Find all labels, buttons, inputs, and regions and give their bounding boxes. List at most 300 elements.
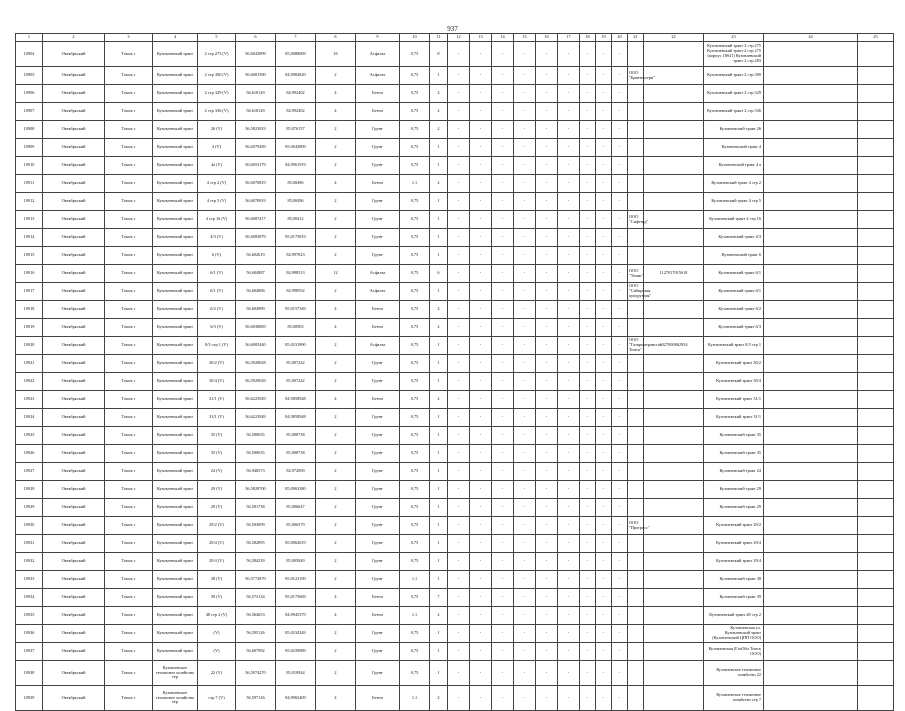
cell-dash: - (596, 265, 612, 283)
cell-organization (628, 175, 644, 193)
cell-area: 1,1 (400, 571, 430, 589)
cell-empty (858, 445, 894, 463)
cell-surface: Бетон (356, 391, 400, 409)
cell-empty (764, 517, 858, 535)
cell-dash: - (558, 301, 580, 319)
page-number: 937 (447, 25, 458, 33)
cell-dash: - (492, 139, 514, 157)
cell-count: 12 (316, 265, 356, 283)
cell-dash: - (514, 463, 536, 481)
cell-empty (764, 625, 858, 643)
cell-count: 16 (316, 42, 356, 67)
cell-containers: 1 (430, 463, 448, 481)
cell-organization (628, 247, 644, 265)
cell-dash: - (448, 175, 470, 193)
cell-city: Томск г (105, 157, 153, 175)
cell-dash: - (514, 247, 536, 265)
cell-area: 0,75 (400, 139, 430, 157)
cell-organization (628, 463, 644, 481)
cell-surface: Асфальт (356, 265, 400, 283)
cell-organization: ООО "Прогресс" (628, 517, 644, 535)
cell-dash: - (514, 535, 536, 553)
cell-address: Кузовлевский тракт 2 стр 336 (704, 103, 764, 121)
cell-dash: - (470, 391, 492, 409)
cell-containers: 1 (430, 499, 448, 517)
cell-surface: Бетон (356, 589, 400, 607)
cell-dash: - (596, 42, 612, 67)
cell-lon: 84,9965409 (276, 686, 316, 711)
cell-inn (644, 427, 704, 445)
cell-dash: - (596, 283, 612, 301)
cell-containers: 2 (430, 103, 448, 121)
cell-dash: - (558, 67, 580, 85)
cell-city: Томск г (105, 247, 153, 265)
cell-dash: - (514, 175, 536, 193)
table-row (16, 499, 894, 517)
cell-dash: - (558, 319, 580, 337)
cell-id: 10904 (16, 42, 43, 67)
cell-dash: - (514, 265, 536, 283)
cell-city: Томск г (105, 103, 153, 121)
cell-dash: - (536, 571, 558, 589)
cell-id: 10938 (16, 661, 43, 686)
cell-lat: 56,583899 (236, 517, 276, 535)
cell-count: 2 (316, 193, 356, 211)
cell-surface: Бетон (356, 301, 400, 319)
cell-house: 29/4 (V) (198, 535, 236, 553)
column-header: 23 (704, 34, 764, 42)
cell-dash: - (448, 391, 470, 409)
cell-containers: 2 (430, 121, 448, 139)
cell-street: Кузовлевский тракт (153, 607, 198, 625)
cell-inn (644, 535, 704, 553)
cell-house: 4 (V) (198, 139, 236, 157)
cell-address: Кузовлевское тепличное хозяйство 22 (704, 661, 764, 686)
table-row (16, 517, 894, 535)
cell-dash: - (492, 67, 514, 85)
cell-surface: Бетон (356, 686, 400, 711)
cell-dash: - (580, 355, 596, 373)
cell-inn (644, 373, 704, 391)
cell-lon: 85,008738 (276, 445, 316, 463)
cell-lon: 85,0175669 (276, 589, 316, 607)
cell-empty (764, 229, 858, 247)
cell-dash: - (470, 409, 492, 427)
cell-dash: - (580, 319, 596, 337)
cell-dash: - (580, 463, 596, 481)
cell-dash: - (448, 301, 470, 319)
cell-dash: - (514, 427, 536, 445)
cell-street: Кузовлевский тракт (153, 337, 198, 355)
cell-lat: 56,584239 (236, 553, 276, 571)
cell-empty (764, 355, 858, 373)
cell-count: 2 (316, 355, 356, 373)
cell-street: Кузовлевский тракт (153, 445, 198, 463)
cell-id: 10924 (16, 409, 43, 427)
cell-street: Кузовлевский тракт (153, 121, 198, 139)
cell-house: 31/1 (V) (198, 409, 236, 427)
cell-area: 0,75 (400, 301, 430, 319)
column-header: 6 (236, 34, 276, 42)
cell-dash: - (580, 535, 596, 553)
cell-dash: - (612, 499, 628, 517)
cell-address: Кузовлевский тракт 8/3 стр 1 (704, 337, 764, 355)
cell-empty (858, 139, 894, 157)
cell-city: Томск г (105, 175, 153, 193)
cell-dash: - (492, 445, 514, 463)
cell-containers: 1 (430, 355, 448, 373)
cell-inn (644, 391, 704, 409)
cell-id: 10918 (16, 301, 43, 319)
cell-surface: Грунт (356, 121, 400, 139)
table-row (16, 301, 894, 319)
cell-district: Октябрьский (43, 229, 105, 247)
cell-address: Кузовлевский тракт 26 (704, 121, 764, 139)
cell-surface: Грунт (356, 499, 400, 517)
cell-street: Кузовлевский тракт (153, 373, 198, 391)
cell-dash: - (514, 337, 536, 355)
cell-empty (858, 661, 894, 686)
cell-empty (858, 643, 894, 661)
cell-dash: - (514, 85, 536, 103)
cell-id: 10915 (16, 247, 43, 265)
cell-dash: - (536, 157, 558, 175)
cell-city: Томск г (105, 229, 153, 247)
cell-dash: - (492, 355, 514, 373)
cell-id: 10930 (16, 517, 43, 535)
cell-dash: - (596, 535, 612, 553)
cell-dash: - (514, 67, 536, 85)
cell-address: Кузовлевский тракт 35 (704, 427, 764, 445)
cell-district: Октябрьский (43, 247, 105, 265)
table-row (16, 247, 894, 265)
cell-street: Кузовлевский тракт (153, 571, 198, 589)
cell-dash: - (492, 301, 514, 319)
cell-containers: 1 (430, 481, 448, 499)
cell-empty (858, 517, 894, 535)
cell-address: Кузовлевский тракт 2 стр 275 Кузовлевский тракт 2 стр 275 (корпус 18б41) Кузовлевский тракт 2 стр 283 (704, 42, 764, 67)
register-table (15, 33, 894, 711)
cell-dash: - (596, 247, 612, 265)
cell-street: Кузовлевский тракт (153, 535, 198, 553)
cell-lon: 85,0063380 (276, 481, 316, 499)
cell-dash: - (470, 686, 492, 711)
cell-dash: - (558, 463, 580, 481)
cell-dash: - (536, 643, 558, 661)
cell-address: Кузовлевский тракт 2 стр 300 (704, 67, 764, 85)
cell-address: Кузовлевская ул. Кузовлевский тракт (Кузовлевский ЦПП ООО) (704, 625, 764, 643)
cell-dash: - (612, 283, 628, 301)
cell-lat: 56,6079289 (236, 139, 276, 157)
cell-street: Кузовлевский тракт (153, 265, 198, 283)
cell-area: 0,75 (400, 499, 430, 517)
cell-id: 10907 (16, 103, 43, 121)
cell-count: 2 (316, 463, 356, 481)
cell-empty (764, 301, 858, 319)
cell-count: 2 (316, 157, 356, 175)
cell-address: Кузовлевский тракт 4 (704, 139, 764, 157)
cell-empty (858, 686, 894, 711)
cell-empty (858, 301, 894, 319)
cell-count: 2 (316, 553, 356, 571)
cell-dash: - (514, 229, 536, 247)
cell-house: 6/1 (V) (198, 265, 236, 283)
cell-dash: - (558, 427, 580, 445)
cell-organization (628, 589, 644, 607)
table-row (16, 686, 894, 711)
cell-dash: - (612, 589, 628, 607)
column-header: 8 (316, 34, 356, 42)
cell-dash: - (580, 409, 596, 427)
cell-house: 29 (V) (198, 481, 236, 499)
cell-dash: - (536, 67, 558, 85)
cell-surface: Грунт (356, 517, 400, 535)
cell-house: 31/1 (V) (198, 391, 236, 409)
cell-dash: - (514, 121, 536, 139)
column-header: 7 (276, 34, 316, 42)
cell-count: 2 (316, 445, 356, 463)
cell-area: 0,75 (400, 445, 430, 463)
cell-empty (764, 103, 858, 121)
cell-dash: - (596, 301, 612, 319)
cell-house: 29 (V) (198, 499, 236, 517)
cell-house: 2 стр 300 (V) (198, 67, 236, 85)
cell-district: Октябрьский (43, 67, 105, 85)
cell-dash: - (612, 103, 628, 121)
cell-city: Томск г (105, 661, 153, 686)
cell-street: Кузовлевский тракт (153, 553, 198, 571)
cell-house: 22 (V) (198, 661, 236, 686)
cell-address: Кузовлевский тракт 6 (704, 247, 764, 265)
cell-dash: - (470, 625, 492, 643)
cell-surface: Грунт (356, 211, 400, 229)
cell-count: 4 (316, 103, 356, 121)
cell-count: 2 (316, 427, 356, 445)
cell-organization (628, 661, 644, 686)
cell-lat: 56,580635 (236, 445, 276, 463)
cell-containers: 8 (430, 42, 448, 67)
cell-house: 38 (V) (198, 571, 236, 589)
cell-dash: - (492, 42, 514, 67)
cell-district: Октябрьский (43, 85, 105, 103)
cell-city: Томск г (105, 355, 153, 373)
cell-dash: - (612, 643, 628, 661)
cell-empty (764, 42, 858, 67)
cell-dash: - (580, 103, 596, 121)
cell-area: 0,75 (400, 337, 430, 355)
cell-dash: - (448, 589, 470, 607)
cell-area: 0,75 (400, 409, 430, 427)
cell-dash: - (612, 265, 628, 283)
cell-dash: - (536, 481, 558, 499)
cell-house: 2 стр 275 (V) (198, 42, 236, 67)
cell-count: 4 (316, 85, 356, 103)
cell-dash: - (492, 211, 514, 229)
cell-dash: - (558, 571, 580, 589)
cell-street: Кузовлевское тепличное хозяйство тер (153, 686, 198, 711)
cell-count: 2 (316, 121, 356, 139)
cell-organization (628, 121, 644, 139)
cell-dash: - (596, 373, 612, 391)
cell-dash: - (448, 283, 470, 301)
cell-organization: ООО "Сифтвуд" (628, 211, 644, 229)
cell-dash: - (492, 229, 514, 247)
cell-containers: 1 (430, 625, 448, 643)
cell-dash: - (558, 283, 580, 301)
cell-house: (V) (198, 625, 236, 643)
cell-count: 2 (316, 643, 356, 661)
cell-dash: - (596, 229, 612, 247)
cell-organization: ООО "Газпромтрансгаз Томск" (628, 337, 644, 355)
cell-dash: - (536, 535, 558, 553)
cell-lat: 56,6223949 (236, 409, 276, 427)
cell-area: 0,75 (400, 121, 430, 139)
cell-dash: - (596, 409, 612, 427)
cell-empty (764, 157, 858, 175)
cell-dash: - (536, 319, 558, 337)
cell-containers: 2 (430, 319, 448, 337)
cell-organization (628, 229, 644, 247)
cell-dash: - (558, 445, 580, 463)
cell-dash: - (448, 463, 470, 481)
cell-district: Октябрьский (43, 445, 105, 463)
cell-house: 4 стр 2 (V) (198, 175, 236, 193)
cell-lat: 56,582895 (236, 535, 276, 553)
cell-house: стр 7 (V) (198, 686, 236, 711)
cell-containers: 1 (430, 229, 448, 247)
cell-inn (644, 409, 704, 427)
cell-lat: 56,5823819 (236, 121, 276, 139)
cell-city: Томск г (105, 607, 153, 625)
table-row (16, 283, 894, 301)
cell-inn (644, 499, 704, 517)
cell-address: Кузовлевский тракт 24 (704, 463, 764, 481)
table-row (16, 139, 894, 157)
cell-inn (644, 193, 704, 211)
table-row (16, 571, 894, 589)
cell-dash: - (514, 157, 536, 175)
cell-count: 2 (316, 499, 356, 517)
cell-city: Томск г (105, 337, 153, 355)
cell-dash: - (612, 139, 628, 157)
cell-dash: - (596, 553, 612, 571)
cell-dash: - (470, 211, 492, 229)
cell-lon: 85,0239089 (276, 643, 316, 661)
table-row (16, 175, 894, 193)
cell-count: 4 (316, 607, 356, 625)
cell-surface: Грунт (356, 445, 400, 463)
cell-surface: Грунт (356, 661, 400, 686)
cell-inn (644, 175, 704, 193)
cell-dash: - (612, 85, 628, 103)
cell-dash: - (470, 643, 492, 661)
cell-dash: - (470, 229, 492, 247)
cell-dash: - (470, 175, 492, 193)
cell-dash: - (612, 175, 628, 193)
cell-area: 0,75 (400, 85, 430, 103)
cell-dash: - (612, 337, 628, 355)
cell-organization (628, 319, 644, 337)
cell-city: Томск г (105, 499, 153, 517)
cell-lat: 56,5928028 (236, 355, 276, 373)
cell-dash: - (448, 481, 470, 499)
cell-dash: - (514, 445, 536, 463)
cell-dash: - (514, 139, 536, 157)
cell-address: Кузовлевский тракт 2 стр 329 (704, 85, 764, 103)
cell-empty (858, 553, 894, 571)
cell-area: 0,75 (400, 481, 430, 499)
cell-containers: 1 (430, 67, 448, 85)
cell-lon: 85,010944 (276, 661, 316, 686)
cell-dash: - (470, 103, 492, 121)
cell-district: Октябрьский (43, 661, 105, 686)
cell-empty (764, 481, 858, 499)
cell-area: 0,75 (400, 283, 430, 301)
cell-inn (644, 355, 704, 373)
cell-dash: - (580, 517, 596, 535)
column-header: 13 (470, 34, 492, 42)
cell-surface: Грунт (356, 427, 400, 445)
cell-dash: - (596, 517, 612, 535)
cell-district: Октябрьский (43, 686, 105, 711)
cell-city: Томск г (105, 67, 153, 85)
cell-lon: 84,9945379 (276, 607, 316, 625)
cell-dash: - (514, 661, 536, 686)
cell-address: Кузовлевский тракт 31/1 (704, 409, 764, 427)
cell-empty (764, 463, 858, 481)
cell-dash: - (536, 139, 558, 157)
cell-dash: - (580, 373, 596, 391)
cell-area: 0,75 (400, 157, 430, 175)
cell-district: Октябрьский (43, 337, 105, 355)
cell-dash: - (596, 661, 612, 686)
cell-dash: - (558, 247, 580, 265)
table-row (16, 355, 894, 373)
cell-dash: - (448, 247, 470, 265)
cell-dash: - (448, 643, 470, 661)
cell-district: Октябрьский (43, 463, 105, 481)
cell-containers: 7 (430, 589, 448, 607)
cell-dash: - (612, 427, 628, 445)
cell-empty (764, 67, 858, 85)
cell-city: Томск г (105, 427, 153, 445)
cell-dash: - (612, 193, 628, 211)
cell-city: Томск г (105, 391, 153, 409)
cell-empty (764, 337, 858, 355)
cell-address: Кузовлевский тракт 6/2 (704, 301, 764, 319)
cell-empty (858, 589, 894, 607)
cell-lon: 85,0062619 (276, 535, 316, 553)
cell-dash: - (536, 265, 558, 283)
cell-dash: - (448, 517, 470, 535)
cell-dash: - (492, 103, 514, 121)
cell-district: Октябрьский (43, 517, 105, 535)
column-header: 14 (492, 34, 514, 42)
cell-containers: 1 (430, 517, 448, 535)
cell-address: Кузовлевский тракт 4 стр 2 (704, 175, 764, 193)
cell-id: 10906 (16, 85, 43, 103)
cell-count: 2 (316, 661, 356, 686)
cell-lon: 85,006647 (276, 499, 316, 517)
cell-city: Томск г (105, 265, 153, 283)
cell-lat: 56,604887 (236, 265, 276, 283)
cell-house: 6/1 (V) (198, 283, 236, 301)
cell-inn (644, 571, 704, 589)
cell-surface: Грунт (356, 553, 400, 571)
cell-dash: - (492, 517, 514, 535)
cell-dash: - (514, 283, 536, 301)
cell-dash: - (492, 607, 514, 625)
